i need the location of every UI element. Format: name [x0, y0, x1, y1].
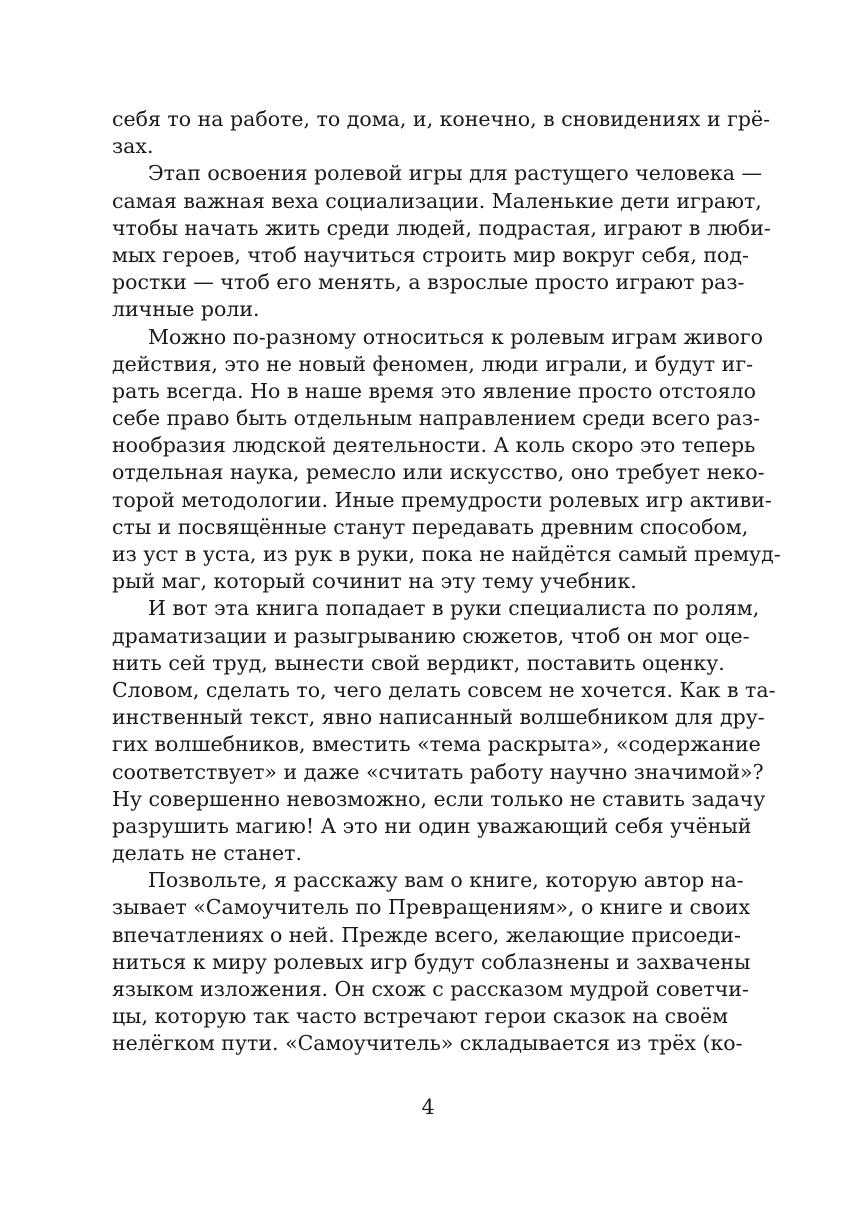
text-line: делать не станет. — [112, 841, 303, 866]
text-line: чтобы начать жить среди людей, подрастая, играют в люби- — [112, 215, 771, 240]
text-line: самая важная веха социализации. Маленькие дети играют, — [112, 188, 762, 213]
text-line: торой методологии. Иные премудрости ролевых игр активи- — [112, 487, 772, 512]
text-line: отдельная наука, ремесло или искусство, оно требует неко- — [112, 460, 765, 485]
text-line: личные роли. — [112, 297, 260, 322]
text-line: И вот эта книга попадает в руки специалиста по ролям, — [148, 596, 760, 621]
text-line: Словом, сделать то, чего делать совсем не хочется. Как в та- — [112, 677, 776, 702]
page-number: 4 — [421, 1095, 435, 1119]
text-line: нелёгком пути. «Самоучитель» складывается из трёх (ко- — [112, 1031, 743, 1056]
text-line: сты и посвящённые станут передавать древним способом, — [112, 514, 749, 539]
text-line: языком изложения. Он схож с рассказом мудрой советчи- — [112, 977, 749, 1001]
text-line: инственный текст, явно написанный волшебником для дру- — [112, 705, 765, 730]
text-line: нить сей труд, вынести свой вердикт, поставить оценку. — [112, 650, 725, 675]
text-line: действия, это не новый феномен, люди играли, и будут иг- — [112, 351, 753, 376]
text-line: ниться к миру ролевых игр будут соблазнены и захвачены — [112, 949, 751, 974]
text-line: ростки — чтоб его менять, а взрослые просто играют раз- — [112, 270, 745, 295]
text-line: Позвольте, я расскажу вам о книге, которую автор на- — [148, 868, 744, 893]
text-line: Можно по-разному относиться к ролевым играм живого — [148, 324, 763, 349]
text-line: впечатлениях о ней. Прежде всего, желающие присоеди- — [112, 922, 741, 947]
text-line: гих волшебников, вместить «тема раскрыта», «содержание — [112, 732, 761, 757]
text-line: Ну совершенно невозможно, если только не ставить задачу — [112, 786, 766, 811]
text-line: цы, которую так часто встречают герои сказок на своём — [112, 1004, 729, 1029]
text-line: рать всегда. Но в наше время это явление просто отстояло — [112, 378, 756, 403]
text-line: драматизации и разыгрыванию сюжетов, чтоб он мог оце- — [112, 623, 750, 648]
text-line: из уст в уста, из рук в руки, пока не найдётся самый премуд- — [112, 542, 781, 566]
text-line: рый маг, который сочинит на эту тему учебник. — [112, 569, 637, 594]
text-line: мых героев, чтоб научиться строить мир вокруг себя, под- — [112, 242, 749, 267]
text-line: нообразия людской деятельности. А коль скоро это теперь — [112, 433, 756, 458]
text-line: зывает «Самоучитель по Превращениям», о книге и своих — [112, 895, 751, 920]
text-line: себе право быть отдельным направлением среди всего раз- — [112, 406, 761, 431]
text-line: Этап освоения ролевой игры для растущего человека — — [148, 161, 762, 186]
page-body-text — [112, 106, 781, 1058]
text-line: разрушить магию! А это ни один уважающий себя учёный — [112, 813, 752, 838]
text-line: соответствует» и даже «считать работу научно значимой»? — [112, 759, 764, 784]
text-line: себя то на работе, то дома, и, конечно, в сновидениях и грё- — [112, 107, 771, 131]
text-line: зах. — [112, 134, 154, 159]
